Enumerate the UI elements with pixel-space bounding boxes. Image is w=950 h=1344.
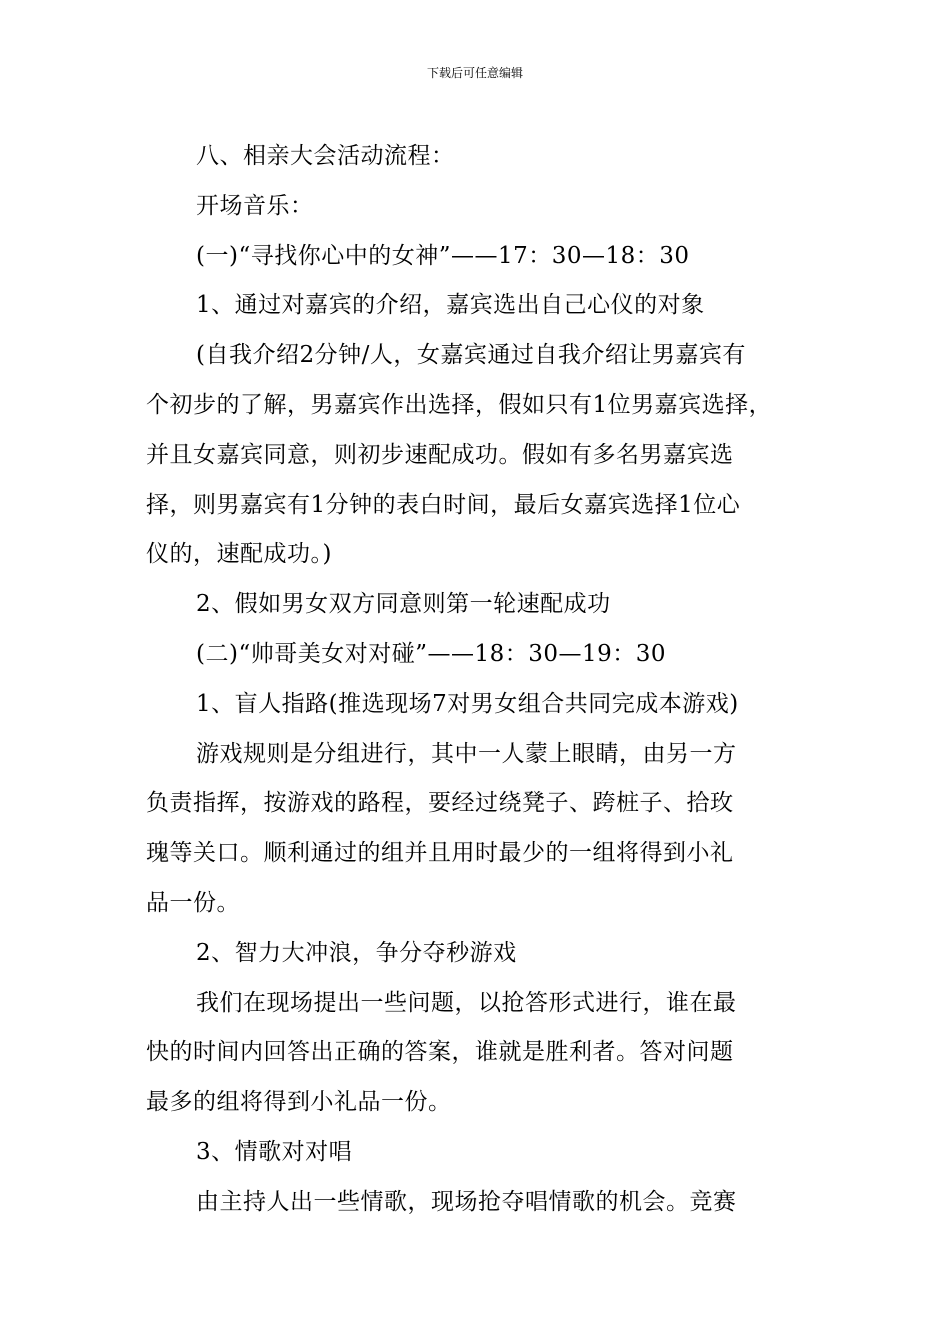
paragraph-line: 由主持人出一些情歌，现场抢夺唱情歌的机会。竞赛 [196,1188,737,1215]
subsection-heading: (一)“寻找你心中的女神”——17：30—18：30 [196,242,690,269]
paragraph-line: (自我介绍2分钟/人，女嘉宾通过自我介绍让男嘉宾有 [196,342,746,369]
paragraph-line: 最多的组将得到小礼品一份。 [146,1089,452,1116]
paragraph-line: 个初步的了解，男嘉宾作出选择，假如只有1位男嘉宾选择， [146,391,773,418]
paragraph-line: 择，则男嘉宾有1分钟的表白时间，最后女嘉宾选择1位心 [146,491,741,518]
section-heading: 八、相亲大会活动流程： [196,143,455,169]
paragraph-line: 品一份。 [146,889,240,916]
paragraph-line: 游戏规则是分组进行，其中一人蒙上眼睛，由另一方 [196,740,737,767]
paragraph-line: 开场音乐： [196,192,314,219]
paragraph-line: 我们在现场提出一些问题，以抢答形式进行，谁在最 [196,989,737,1016]
paragraph-line: 瑰等关口。顺利通过的组并且用时最少的一组将得到小礼 [146,840,734,867]
subsection-heading: (二)“帅哥美女对对碰”——18：30—19：30 [196,640,667,667]
document-body [146,132,822,1228]
list-item: 1、盲人指路(推选现场7对男女组合共同完成本游戏) [196,690,739,717]
list-item: 2、假如男女双方同意则第一轮速配成功 [196,591,611,618]
paragraph-line: 快的时间内回答出正确的答案，谁就是胜利者。答对问题 [146,1039,734,1066]
page-header: 下载后可任意编辑 [426,66,523,80]
paragraph-line: 仪的，速配成功。) [146,541,332,568]
list-item: 3、情歌对对唱 [196,1138,353,1165]
paragraph-line: 负责指挥，按游戏的路程，要经过绕凳子、跨桩子、拾玫 [146,790,734,817]
paragraph-line: 并且女嘉宾同意，则初步速配成功。假如有多名男嘉宾选 [146,441,734,468]
list-item: 2、智力大冲浪，争分夺秒游戏 [196,939,517,966]
list-item: 1、通过对嘉宾的介绍，嘉宾选出自己心仪的对象 [196,292,705,319]
